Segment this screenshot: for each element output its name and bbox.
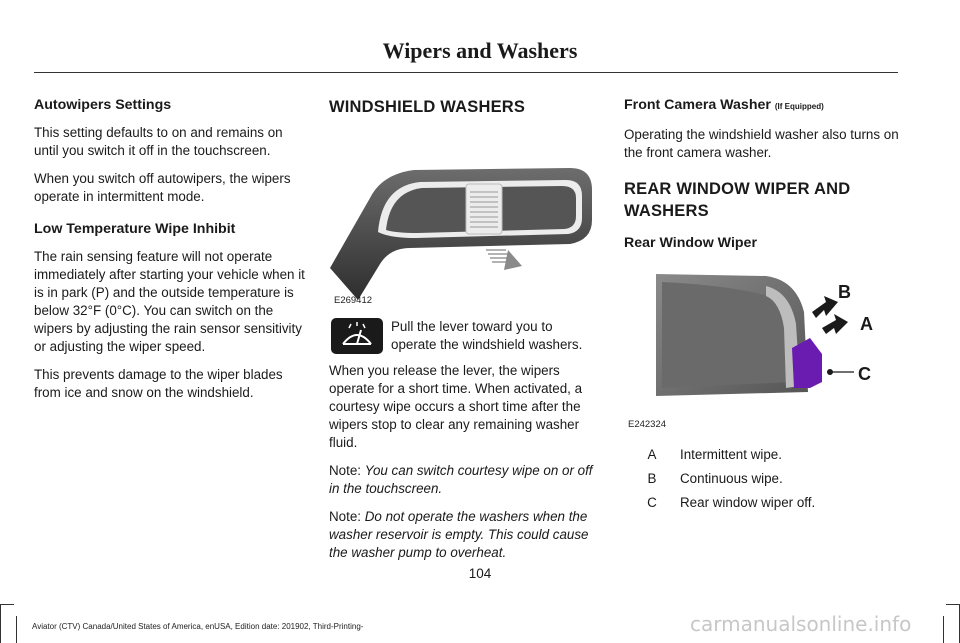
windshield-lever-illustration (330, 160, 600, 300)
crop-mark (16, 616, 17, 643)
page-number: 104 (468, 566, 492, 581)
lowtemp-paragraph-2: This prevents damage to the wiper blades from ice and snow on the windshield. (34, 367, 283, 400)
left-column (34, 96, 306, 412)
washers-paragraph: When you release the lever, the wipers operate for a short time. When activated, a courtesy wipe occurs a short time after the wipers stop to clear any remaining washer fluid. (329, 363, 583, 450)
note-2-text: Do not operate the washers when the washer reservoir is empty. This could cause the washer pump to overheat. (329, 509, 589, 560)
crop-mark (0, 604, 1, 643)
lowtemp-heading: Low Temperature Wipe Inhibit (34, 221, 236, 237)
legend-row (624, 471, 900, 495)
watermark: carmanualsonline.info (690, 612, 912, 636)
crop-mark (0, 604, 14, 605)
rear-heading-line-1: REAR WINDOW WIPER AND (624, 180, 851, 198)
note-1-text: You can switch courtesy wipe on or off in the touchscreen. (329, 463, 593, 496)
legend-text: Intermittent wipe. (680, 447, 782, 462)
right-column (624, 96, 900, 262)
crop-mark (943, 616, 944, 643)
legend-row (624, 447, 900, 471)
washer-icon (331, 318, 383, 354)
note-2-label: Note: (329, 509, 362, 524)
callout-c: C (858, 364, 871, 384)
lowtemp-paragraph-1: The rain sensing feature will not operate immediately after starting your vehicle when it is in park (P) and the outside temperature is below 32°F (0°C). You can switch on the wipers by adjusting the rain sensor sensitivity or adjusting the wiper speed. (34, 249, 305, 354)
front-camera-heading-text: Front Camera Washer (624, 97, 771, 113)
edition-footer: Aviator (CTV) Canada/United States of America, enUSA, Edition date: 201902, Third-Printing- (32, 622, 364, 631)
legend-key: A (647, 447, 657, 462)
callout-b: B (838, 282, 851, 302)
front-camera-heading (624, 96, 900, 116)
callout-a: A (860, 314, 873, 334)
rear-heading-line-2: WASHERS (624, 202, 709, 220)
autowipers-heading: Autowipers Settings (34, 97, 172, 113)
rear-wiper-illustration (626, 272, 898, 412)
legend-text: Continuous wipe. (680, 471, 783, 486)
crop-mark (946, 604, 960, 605)
autowipers-paragraph-2: When you switch off autowipers, the wipers operate in intermittent mode. (34, 171, 291, 204)
callout-legend (624, 447, 900, 519)
rear-wiper-heading: Rear Window Wiper (624, 235, 757, 251)
windshield-washers-heading: WINDSHIELD WASHERS (329, 98, 526, 116)
arrow-icon (484, 246, 524, 274)
middle-body (329, 362, 603, 572)
figure-code-windshield: E269412 (334, 295, 373, 306)
front-camera-paragraph: Operating the windshield washer also turns on the front camera washer. (624, 127, 899, 160)
washer-icon-caption: Pull the lever toward you to operate the windshield washers. (391, 319, 583, 352)
legend-text: Rear window wiper off. (680, 495, 816, 510)
legend-row (624, 495, 900, 519)
rear-wiper-knob (792, 338, 822, 388)
autowipers-paragraph-1: This setting defaults to on and remains on until you switch it off in the touchscreen. (34, 125, 283, 158)
front-camera-equipped: (If Equipped) (774, 102, 824, 111)
note-1-label: Note: (329, 463, 362, 478)
middle-column (329, 96, 603, 130)
legend-key: C (647, 495, 657, 510)
note-1 (329, 462, 603, 498)
note-2 (329, 508, 603, 562)
page-title: Wipers and Washers (382, 38, 578, 63)
header-divider (34, 72, 898, 73)
legend-key: B (647, 471, 657, 486)
figure-code-rear: E242324 (628, 419, 667, 430)
